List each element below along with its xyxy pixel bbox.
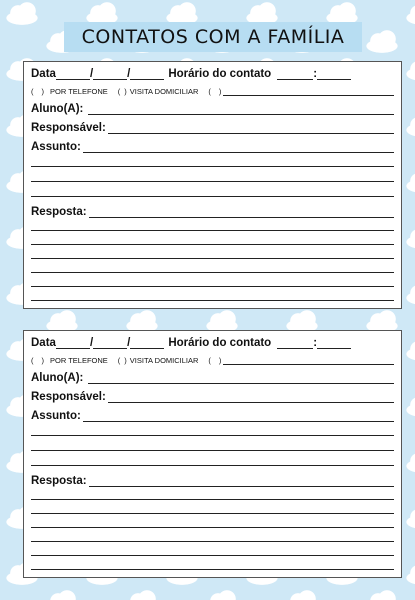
date-time-row bbox=[31, 337, 394, 349]
contact-type-row bbox=[31, 356, 394, 365]
assunto-field[interactable] bbox=[83, 142, 394, 153]
checkbox-open[interactable]: ( bbox=[117, 87, 121, 96]
responsavel-row bbox=[31, 122, 394, 134]
data-label: Data bbox=[31, 337, 56, 349]
checkbox-open[interactable]: ( bbox=[117, 356, 121, 365]
responsavel-field[interactable] bbox=[108, 392, 394, 403]
checkbox-close[interactable]: ) bbox=[41, 87, 44, 96]
telefone-option-label: POR TELEFONE bbox=[50, 356, 108, 365]
checkbox-open[interactable]: ( bbox=[31, 87, 34, 96]
resposta-field[interactable] bbox=[89, 476, 394, 487]
assunto-line[interactable] bbox=[31, 465, 394, 466]
responsavel-row bbox=[31, 391, 394, 403]
contact-form-card-2 bbox=[23, 330, 402, 578]
aluno-row bbox=[31, 103, 394, 115]
resposta-line[interactable] bbox=[31, 569, 394, 570]
assunto-label: Assunto: bbox=[31, 410, 81, 422]
visita-option-label: VISITA DOMICILIAR bbox=[129, 87, 199, 96]
horario-label: Horário do contato bbox=[168, 68, 272, 80]
day-field[interactable] bbox=[56, 338, 90, 349]
resposta-line[interactable] bbox=[31, 527, 394, 528]
resposta-label: Resposta: bbox=[31, 206, 87, 218]
responsavel-field[interactable] bbox=[108, 123, 394, 134]
month-field[interactable] bbox=[93, 338, 127, 349]
assunto-line[interactable] bbox=[31, 435, 394, 436]
assunto-field[interactable] bbox=[83, 411, 394, 422]
other-option-field[interactable] bbox=[223, 88, 394, 96]
checkbox-close[interactable]: ) bbox=[218, 87, 222, 96]
hour-field[interactable] bbox=[277, 69, 313, 80]
resposta-line[interactable] bbox=[31, 300, 394, 301]
minute-field[interactable] bbox=[317, 338, 351, 349]
assunto-line[interactable] bbox=[31, 196, 394, 197]
hour-field[interactable] bbox=[277, 338, 313, 349]
checkbox-close[interactable]: ) bbox=[218, 356, 222, 365]
contact-form-card-1 bbox=[23, 61, 402, 309]
resposta-line[interactable] bbox=[31, 272, 394, 273]
data-label: Data bbox=[31, 68, 56, 80]
resposta-line[interactable] bbox=[31, 555, 394, 556]
resposta-row bbox=[31, 206, 394, 218]
assunto-line[interactable] bbox=[31, 166, 394, 167]
contact-type-row bbox=[31, 87, 394, 96]
date-separator: / bbox=[127, 68, 131, 80]
resposta-line[interactable] bbox=[31, 286, 394, 287]
assunto-row bbox=[31, 410, 394, 422]
minute-field[interactable] bbox=[317, 69, 351, 80]
responsavel-label: Responsável: bbox=[31, 391, 106, 403]
checkbox-open[interactable]: ( bbox=[208, 356, 211, 365]
year-field[interactable] bbox=[130, 69, 164, 80]
aluno-row bbox=[31, 372, 394, 384]
date-separator: / bbox=[89, 68, 94, 80]
page-title: CONTATOS COM A FAMÍLIA bbox=[64, 22, 362, 52]
checkbox-open[interactable]: ( bbox=[208, 87, 211, 96]
responsavel-label: Responsável: bbox=[31, 122, 106, 134]
time-separator: : bbox=[313, 68, 318, 80]
year-field[interactable] bbox=[130, 338, 164, 349]
resposta-line[interactable] bbox=[31, 258, 394, 259]
checkbox-open[interactable]: ( bbox=[31, 356, 34, 365]
resposta-row bbox=[31, 475, 394, 487]
month-field[interactable] bbox=[93, 69, 127, 80]
assunto-label: Assunto: bbox=[31, 141, 81, 153]
checkbox-close[interactable]: ) bbox=[124, 87, 127, 96]
checkbox-close[interactable]: ) bbox=[41, 356, 44, 365]
aluno-label: Aluno(A): bbox=[31, 372, 84, 384]
date-separator: / bbox=[89, 337, 94, 349]
aluno-field[interactable] bbox=[88, 373, 394, 384]
resposta-field[interactable] bbox=[89, 207, 394, 218]
resposta-line[interactable] bbox=[31, 244, 394, 245]
resposta-line[interactable] bbox=[31, 513, 394, 514]
resposta-line[interactable] bbox=[31, 230, 394, 231]
aluno-field[interactable] bbox=[88, 104, 394, 115]
day-field[interactable] bbox=[56, 69, 90, 80]
horario-label: Horário do contato bbox=[168, 337, 272, 349]
date-separator: / bbox=[127, 337, 131, 349]
visita-option-label: VISITA DOMICILIAR bbox=[129, 356, 199, 365]
telefone-option-label: POR TELEFONE bbox=[50, 87, 108, 96]
date-time-row bbox=[31, 68, 394, 80]
resposta-label: Resposta: bbox=[31, 475, 87, 487]
resposta-line[interactable] bbox=[31, 499, 394, 500]
checkbox-close[interactable]: ) bbox=[124, 356, 127, 365]
assunto-line[interactable] bbox=[31, 181, 394, 182]
aluno-label: Aluno(A): bbox=[31, 103, 84, 115]
assunto-line[interactable] bbox=[31, 450, 394, 451]
other-option-field[interactable] bbox=[223, 357, 394, 365]
assunto-row bbox=[31, 141, 394, 153]
time-separator: : bbox=[313, 337, 318, 349]
resposta-line[interactable] bbox=[31, 541, 394, 542]
